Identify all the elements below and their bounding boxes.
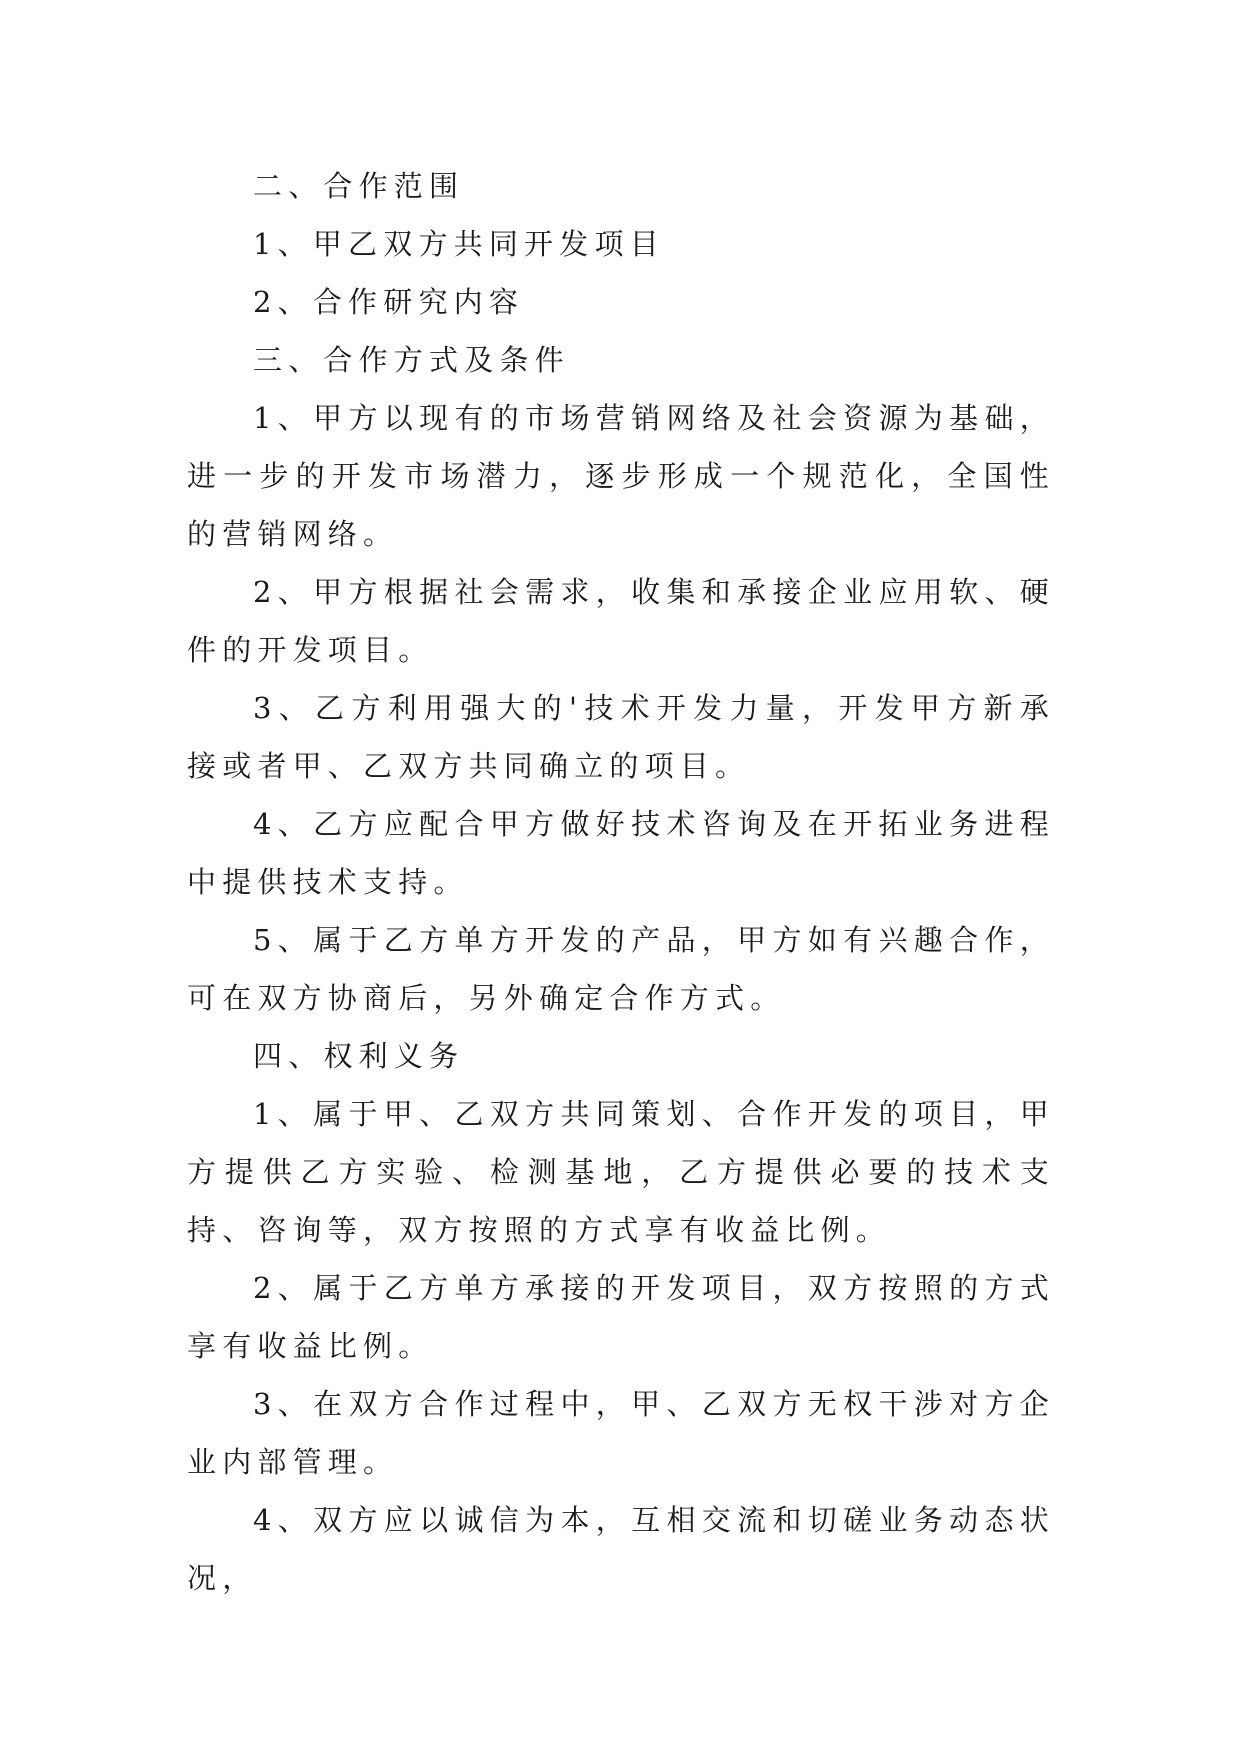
paragraph-rights-1: 1、属于甲、乙双方共同策划、合作开发的项目，甲方提供乙方实验、检测基地，乙方提供必要的技术支持、咨询等，双方按照的方式享有收益比例。: [187, 1097, 1055, 1247]
section-heading-method: 三、合作方式及条件: [253, 343, 570, 377]
paragraph-method-2: 2、甲方根据社会需求，收集和承接企业应用软、硬件的开发项目。: [187, 575, 1055, 667]
paragraph-scope-2: 2、合作研究内容: [253, 285, 525, 319]
section-heading-scope: 二、合作范围: [253, 169, 465, 203]
paragraph-method-5: 5、属于乙方单方开发的产品，甲方如有兴趣合作，可在双方协商后，另外确定合作方式。: [187, 923, 1055, 1015]
paragraph-rights-3: 3、在双方合作过程中，甲、乙双方无权干涉对方企业内部管理。: [187, 1387, 1055, 1479]
paragraph-rights-4: 4、双方应以诚信为本，互相交流和切磋业务动态状况，: [187, 1503, 1055, 1595]
document-body: [187, 157, 1055, 1607]
section-heading-rights: 四、权利义务: [253, 1039, 465, 1073]
paragraph-scope-1: 1、甲乙双方共同开发项目: [253, 227, 665, 261]
paragraph-method-1: 1、甲方以现有的市场营销网络及社会资源为基础，进一步的开发市场潜力，逐步形成一个规范化，全国性的营销网络。: [187, 401, 1055, 551]
paragraph-method-3: 3、乙方利用强大的'技术开发力量，开发甲方新承接或者甲、乙双方共同确立的项目。: [187, 691, 1055, 783]
paragraph-rights-2: 2、属于乙方单方承接的开发项目，双方按照的方式享有收益比例。: [187, 1271, 1055, 1363]
paragraph-method-4: 4、乙方应配合甲方做好技术咨询及在开拓业务进程中提供技术支持。: [187, 807, 1055, 899]
